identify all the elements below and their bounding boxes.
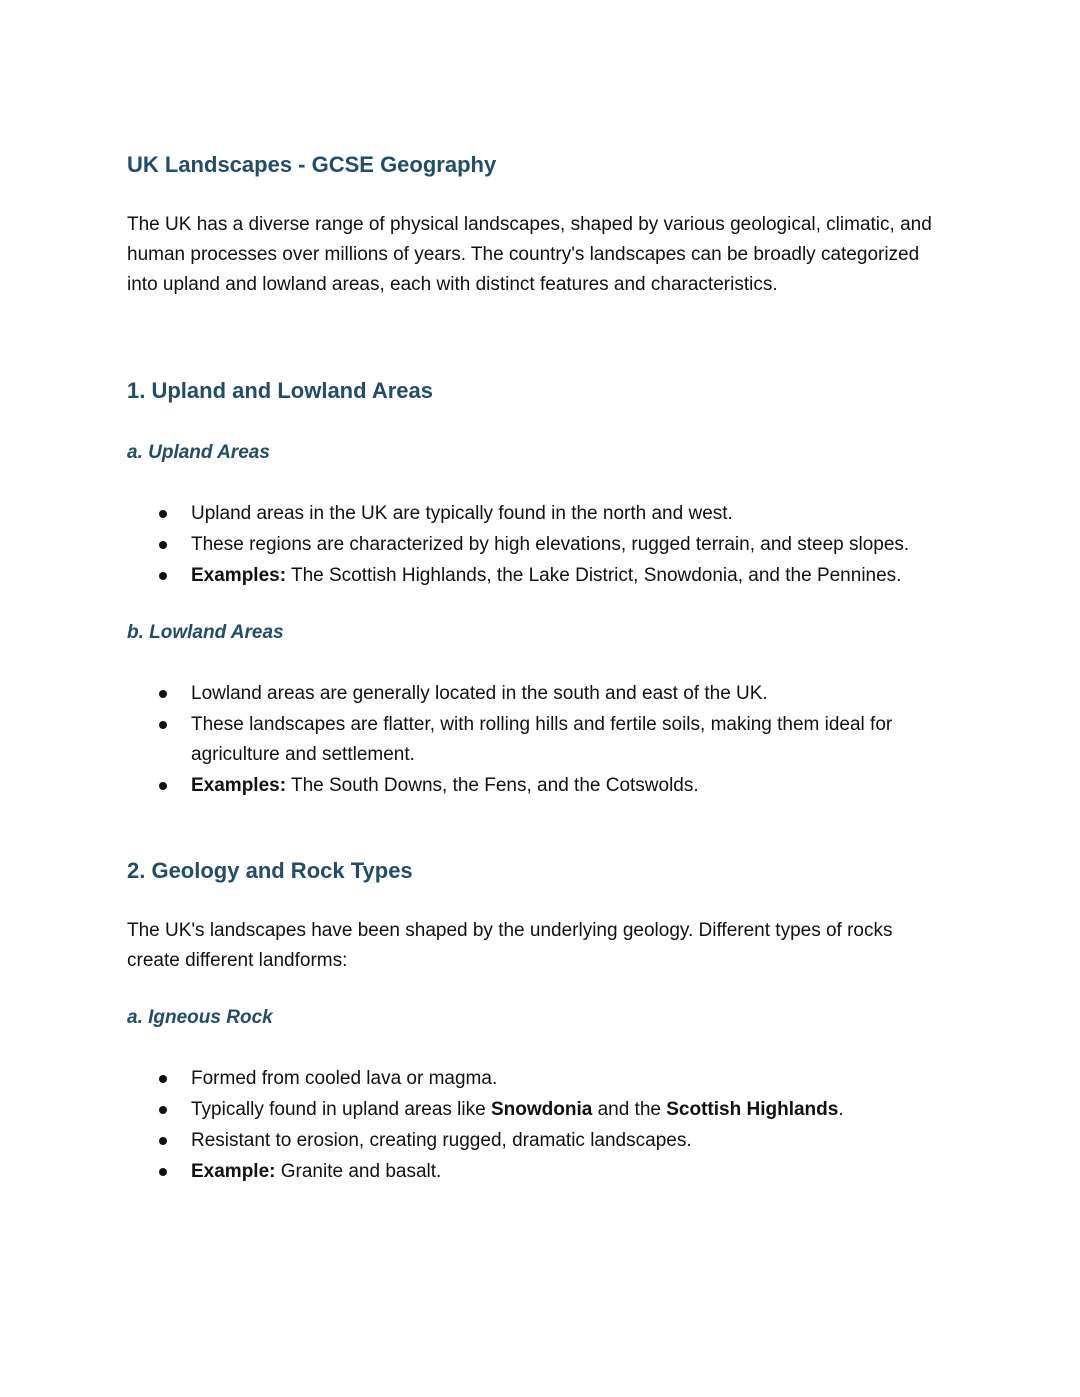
bullet-icon: [159, 1168, 167, 1176]
list-item: [127, 1157, 927, 1187]
list-item: [127, 1064, 927, 1094]
list-item-text: Formed from cooled lava or magma.: [191, 1068, 498, 1089]
list-item-text: Upland areas in the UK are typically found in the north and west.: [191, 503, 733, 524]
list-item-text: The Scottish Highlands, the Lake District, Snowdonia, and the Pennines.: [286, 565, 902, 586]
geology-intro-paragraph: The UK's landscapes have been shaped by the underlying geology. Different types of rocks create different landforms:: [127, 920, 893, 971]
list-item-bold: Snowdonia: [490, 1099, 593, 1120]
bullet-icon: [159, 541, 167, 549]
lowland-list: [127, 679, 927, 802]
bullet-icon: [159, 1137, 167, 1145]
subheading-lowland-areas: b. Lowland Areas: [127, 622, 284, 643]
list-item-text: Typically found in upland areas like: [191, 1099, 491, 1120]
bullet-icon: [159, 572, 167, 580]
list-item: [127, 679, 927, 709]
bullet-icon: [159, 1106, 167, 1114]
section-heading-upland-lowland: 1. Upland and Lowland Areas: [127, 378, 434, 403]
section-heading-geology: 2. Geology and Rock Types: [127, 858, 413, 883]
list-item-text: and the: [592, 1099, 667, 1120]
bullet-icon: [159, 782, 167, 790]
list-item-text: Resistant to erosion, creating rugged, dramatic landscapes.: [191, 1130, 692, 1151]
list-item: [127, 561, 927, 591]
list-item-label: Examples:: [191, 565, 287, 586]
list-item: [127, 1095, 927, 1125]
list-item: [127, 1126, 927, 1156]
list-item-text: Lowland areas are generally located in the south and east of the UK.: [191, 683, 768, 704]
list-item-bold: Scottish Highlands: [666, 1099, 839, 1120]
igneous-list: [127, 1064, 927, 1188]
subheading-igneous-rock: a. Igneous Rock: [127, 1007, 273, 1028]
bullet-icon: [159, 690, 167, 698]
list-item: [127, 530, 927, 560]
list-item-text: .: [838, 1099, 844, 1120]
intro-paragraph: The UK has a diverse range of physical landscapes, shaped by various geological, climatic, and human processes over millions of years. The country's landscapes can be broadly categorized into upland and lowland areas, each with distinct features and characteristics.: [127, 214, 932, 295]
list-item: [127, 710, 927, 770]
bullet-icon: [159, 1075, 167, 1083]
list-item-label: Examples:: [191, 775, 287, 796]
list-item: [127, 499, 927, 529]
list-item-text: The South Downs, the Fens, and the Cotswolds.: [286, 775, 699, 796]
list-item-text: Granite and basalt.: [275, 1161, 442, 1182]
list-item-text: These landscapes are flatter, with rolling hills and fertile soils, making them ideal for agriculture and settlement.: [191, 714, 893, 765]
bullet-icon: [159, 510, 167, 518]
list-item-label: Example:: [191, 1161, 276, 1182]
list-item-text: These regions are characterized by high elevations, rugged terrain, and steep slopes.: [191, 534, 910, 555]
subheading-upland-areas: a. Upland Areas: [127, 442, 270, 463]
list-item: [127, 771, 927, 801]
document-title: UK Landscapes - GCSE Geography: [127, 152, 497, 177]
upland-list: [127, 499, 927, 592]
bullet-icon: [159, 721, 167, 729]
